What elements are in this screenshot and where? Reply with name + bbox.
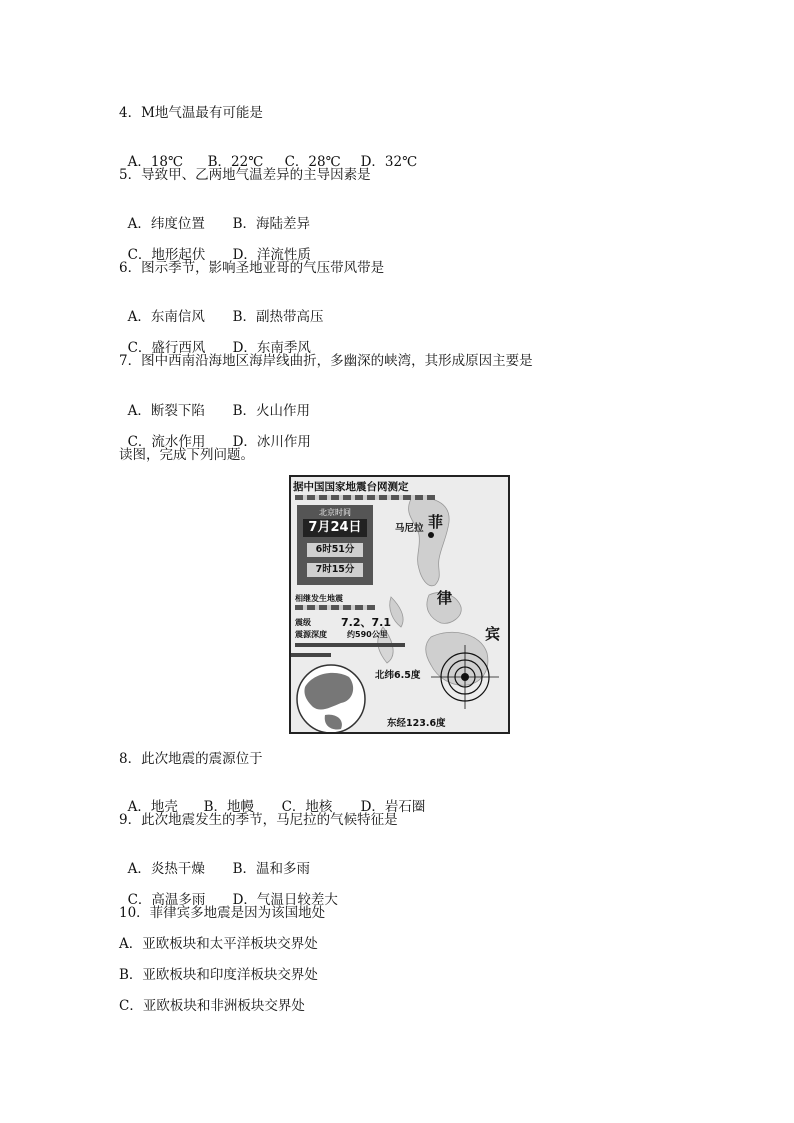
q6-option-a: A．东南信风 xyxy=(127,309,205,325)
event-date: 7月24日 xyxy=(303,519,367,537)
figure-title: 据中国国家地震台网测定 xyxy=(293,481,409,493)
q6-option-c: C．盛行西风 xyxy=(127,340,206,356)
q10-stem: 10．菲律宾多地震是因为该国地处 xyxy=(119,905,326,921)
q10-option-c: C．亚欧板块和非洲板块交界处 xyxy=(119,998,305,1014)
q4-option-b: B．22℃ xyxy=(207,154,264,170)
event-time-2: 7时15分 xyxy=(307,563,363,577)
q7-stem: 7．图中西南沿海地区海岸线曲折，多幽深的峡湾，其形成原因主要是 xyxy=(119,353,533,369)
q6-option-b: B．副热带高压 xyxy=(232,309,324,325)
q5-option-c: C．地形起伏 xyxy=(127,247,206,263)
q4-option-a: A．18℃ xyxy=(127,154,184,170)
longitude-label: 东经123.6度 xyxy=(387,718,446,729)
country-char-2: 律 xyxy=(437,589,453,607)
q4-option-d: D．32℃ xyxy=(360,154,418,170)
reading-intro: 读图，完成下列问题。 xyxy=(119,447,254,463)
event-label: 相继发生地震 xyxy=(295,594,343,603)
q5-stem: 5．导致甲、乙两地气温差异的主导因素是 xyxy=(119,167,371,183)
q10-option-a: A．亚欧板块和太平洋板块交界处 xyxy=(119,936,318,952)
q9-option-a: A．炎热干燥 xyxy=(127,861,205,877)
magnitude-value: 7.2、7.1 xyxy=(341,616,391,629)
q8-option-b: B．地幔 xyxy=(203,799,255,815)
time-box xyxy=(297,505,373,585)
country-char-1: 菲 xyxy=(428,513,444,531)
depth-label: 震源深度 xyxy=(295,630,327,639)
q10-option-b: B．亚欧板块和印度洋板块交界处 xyxy=(119,967,318,983)
q6-stem: 6．图示季节，影响圣地亚哥的气压带风带是 xyxy=(119,260,385,276)
q8-option-d: D．岩石圈 xyxy=(360,799,426,815)
q8-option-a: A．地壳 xyxy=(127,799,178,815)
q9-option-b: B．温和多雨 xyxy=(232,861,311,877)
q4-option-c: C．28℃ xyxy=(284,154,341,170)
q6-option-d: D．东南季风 xyxy=(232,340,311,356)
q8-option-c: C．地核 xyxy=(281,799,333,815)
decorative-stripe xyxy=(295,495,435,500)
q4-stem: 4．M地气温最有可能是 xyxy=(119,105,263,121)
q5-option-d: D．洋流性质 xyxy=(232,247,311,263)
time-header: 北京时间 xyxy=(319,508,351,517)
decorative-stripe-2 xyxy=(295,605,375,610)
event-time-1: 6时51分 xyxy=(307,543,363,557)
q5-option-b: B．海陆差异 xyxy=(232,216,311,232)
magnitude-label: 震级 xyxy=(295,618,311,627)
city-label-manila: 马尼拉 xyxy=(395,523,424,534)
q9-option-d: D．气温日较差大 xyxy=(232,892,338,908)
q7-option-a: A．断裂下陷 xyxy=(127,403,205,419)
latitude-label: 北纬6.5度 xyxy=(375,670,421,681)
q5-option-a: A．纬度位置 xyxy=(127,216,205,232)
depth-value: 约590公里 xyxy=(347,630,388,639)
country-char-3: 宾 xyxy=(485,625,501,643)
q9-option-c: C．高温多雨 xyxy=(127,892,206,908)
earthquake-figure xyxy=(289,475,510,734)
q9-stem: 9．此次地震发生的季节，马尼拉的气候特征是 xyxy=(119,812,398,828)
q7-option-c: C．流水作用 xyxy=(127,434,206,450)
q8-stem: 8．此次地震的震源位于 xyxy=(119,751,263,767)
q7-option-d: D．冰川作用 xyxy=(232,434,311,450)
q7-option-b: B．火山作用 xyxy=(232,403,311,419)
